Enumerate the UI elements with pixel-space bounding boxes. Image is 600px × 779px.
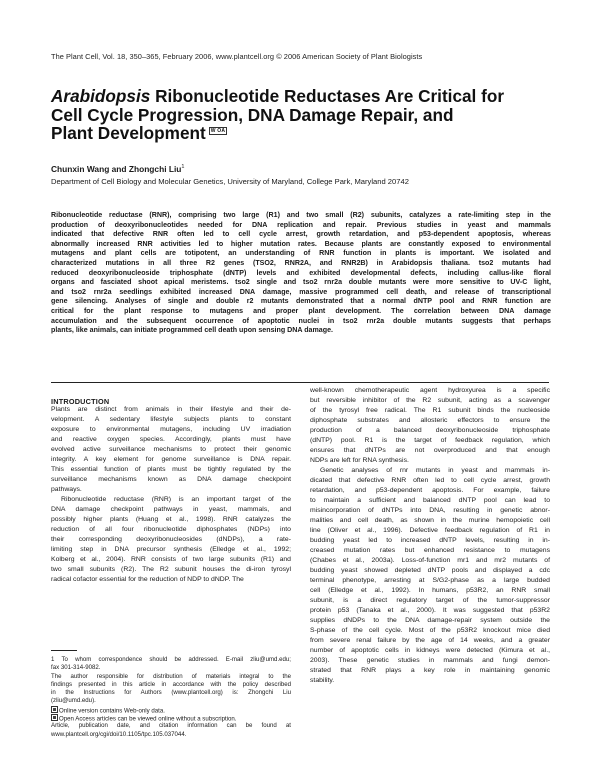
- footnote-line: findings presented in this article in accordance with the policy described: [51, 680, 291, 688]
- body-text-line: exposure to environmental mutagens, including UV irradiation: [51, 426, 291, 434]
- body-text-line: (Chabes et al., 2003a). Loss-of-function mr1 and mr2 mutants of: [310, 557, 550, 565]
- abstract-line: characterized mutations in all three R2 genes (TSO2, RNR2A, and RNR2B) in Arabidopsis thaliana. tso2 mutants had: [51, 258, 551, 267]
- abstract-line: gene silencing. Analyses of single and double r2 mutants demonstrated that a normal dNTP pool and RNR function are: [51, 297, 551, 306]
- body-text-line: This essential function of plants must be tightly regulated by the: [51, 466, 291, 474]
- article-title: [51, 87, 551, 143]
- body-text-line: integrity. A key element for genome surveillance is DNA repair.: [51, 456, 291, 464]
- body-text-line: S-phase of the cell cycle. Most of the p53R2 knockout mice died: [310, 627, 550, 635]
- body-text-line: velopment. A sedentary lifestyle subjects plants to constant: [51, 416, 291, 424]
- body-text-line: to maintain a sufficient and balanced dNTP pool can lead to: [310, 497, 550, 505]
- body-text-line: their corresponding deoxyribonucleosides (dNDPs), a rate-: [51, 536, 291, 544]
- title-line-1-rest: Ribonucleotide Reductases Are Critical for: [150, 86, 505, 106]
- body-text-line: surveillance mechanisms known as DNA damage checkpoint: [51, 476, 291, 484]
- body-text-line: and reactive oxygen species. Accordingly, plants must have: [51, 436, 291, 444]
- body-text-line: terminal phenotype, arresting at S/G2-phase as a large budded: [310, 577, 550, 585]
- abstract-line: production of deoxyribonucleotides needed for DNA replication and repair. Previous studies in yeast and mammals: [51, 220, 551, 229]
- author-footnote-marker: 1: [181, 164, 185, 171]
- title-line-3: [51, 124, 551, 143]
- section-divider: [51, 382, 549, 383]
- footnote-line: [51, 714, 291, 722]
- abstract-line: abnormally increased RNR activities led to higher mutation rates. Because plants are constantly exposed to environmental: [51, 239, 551, 248]
- footnote-separator: [51, 650, 77, 651]
- body-text-line: Kolberg et al., 2004). RNR consists of two large subunits (R1) and: [51, 556, 291, 564]
- body-text-line: NDPs are left for RNA synthesis.: [310, 457, 409, 465]
- body-text-line: of the tyrosyl free radical. The R1 subunit binds the nucleoside: [310, 407, 550, 415]
- title-line-2: Cell Cycle Progression, DNA Damage Repair, and: [51, 104, 454, 125]
- footnote-line: in the Instructions for Authors (www.plantcell.org) is: Zhongchi Liu: [51, 689, 291, 697]
- body-text-line: budding yeast led to increased dNTP levels, resulting in in-: [310, 537, 550, 545]
- left-column-text: [51, 405, 291, 585]
- abstract: [51, 211, 551, 336]
- body-text-line: pathways.: [51, 486, 82, 494]
- footnotes: [51, 656, 291, 739]
- body-text-line: stability.: [310, 677, 335, 685]
- body-text-line: Genetic analyses of rnr mutants in yeast and mammals in-: [320, 467, 550, 475]
- abstract-line: indicated that defective RNR often led to cell cycle arrest, growth retardation, and p53-dependent apoptosis, whereas: [51, 230, 551, 239]
- body-text-line: radical cofactor essential for the reduction of NDP to dNDP. The: [51, 576, 244, 584]
- body-text-line: from severe renal failure by the age of 14 weeks, and a greater: [310, 637, 550, 645]
- footnote-line: fax 301-314-9082.: [51, 664, 101, 672]
- body-text-line: DNA damage checkpoint pathways in yeast, mammals, and: [51, 506, 291, 514]
- body-text-line: production of a balanced deoxyribonucleoside triphosphate: [310, 427, 550, 435]
- body-text-line: well-known chemotherapeutic agent hydroxyurea is a specific: [310, 387, 550, 394]
- body-text-line: creased mutation rates but enhanced resistance to mutagens: [310, 547, 550, 555]
- abstract-line: accumulation and the subsequent occurrence of apoptotic nuclei in tso2 rnr2a double mutants suggests that perhaps: [51, 316, 551, 325]
- open-access-icon: [51, 714, 58, 721]
- body-text-line: possibly higher plants (Huang et al., 1998). RNR catalyzes the: [51, 516, 291, 524]
- abstract-line: plants, like animals, can initiate programmed cell death upon sensing DNA damage.: [51, 326, 333, 335]
- title-italic-genus: Arabidopsis: [51, 86, 151, 106]
- body-text-line: protein p53 (Tanaka et al., 2000). It was suggested that p53R2: [310, 607, 550, 615]
- footnote-line: Article, publication date, and citation information can be found at: [51, 722, 291, 730]
- abstract-line: organs and fasciated shoot apical meristems. tso2 single and tso2 rnr2a double mutants were more sensitive to UV-C light,: [51, 278, 551, 287]
- body-text-line: diphosphate substrates and allosteric effectors to ensure the: [310, 417, 550, 425]
- body-text-line: supplies dNDPs to the DNA damage-repair system outside the: [310, 617, 550, 625]
- body-text-line: dicated that defective RNR often led to cell cycle arrest, growth: [310, 477, 550, 485]
- abstract-line: reduced deoxyribonucleoside triphosphate (dNTP) levels and exhibited developmental defects, including callus-like floral: [51, 268, 551, 277]
- footnote-line: [51, 706, 291, 714]
- abstract-line: critical for the plant response to mutagens and proper plant development. The correlation between DNA damage: [51, 306, 551, 315]
- body-text-line: ensures that dNTPs are not overproduced and that enough: [310, 447, 550, 455]
- body-text-line: line (Oliver et al., 1996). Defective feedback regulation of R1 in: [310, 527, 550, 535]
- body-text-line: two small subunits (R2). The R2 subunit houses the di-iron tyrosyl: [51, 566, 291, 574]
- body-text-line: reduction of all four ribonucleotide diphosphates (NDPs) into: [51, 526, 291, 534]
- body-text-line: limiting step in DNA precursor synthesis (Elledge et al., 1992;: [51, 546, 291, 554]
- footnote-text: Online version contains Web-only data.: [59, 707, 165, 715]
- body-text-line: retardation, and p53-dependent apoptosis. For example, failure: [310, 487, 550, 495]
- body-text-line: misincorporation of dNTPs into DNA, resulting in genetic abnor-: [310, 507, 550, 515]
- abstract-line: Ribonucleotide reductase (RNR), comprising two large (R1) and two small (R2) subunits, catalyzes a rate-limiting step in the: [51, 211, 551, 219]
- introduction-heading: INTRODUCTION: [51, 397, 110, 406]
- author-list: [51, 164, 184, 174]
- title-line-3-text: Plant Development: [51, 123, 206, 144]
- author-names: Chunxin Wang and Zhongchi Liu: [51, 164, 182, 174]
- title-line-1: [51, 87, 551, 106]
- body-text-line: malities and cell death, as shown in the murine hemopoietic cell: [310, 517, 550, 525]
- journal-citation-line: The Plant Cell, Vol. 18, 350–365, February 2006, www.plantcell.org © 2006 American Society of Plant Biologists: [51, 52, 423, 61]
- body-text-line: Plants are distinct from animals in their lifestyle and their de-: [51, 406, 291, 413]
- body-text-line: subunit, is a direct regulatory target of the tumor-suppressor: [310, 597, 550, 605]
- body-text-line: Ribonucleotide reductase (RNR) is an important target of the: [61, 496, 291, 504]
- body-text-line: number of apoptotic cells in kidneys were detected (Kimura et al.,: [310, 647, 550, 655]
- body-text-line: 2003). These genetic studies in mammals and fungi demon-: [310, 657, 550, 665]
- author-affiliation: Department of Cell Biology and Molecular Genetics, University of Maryland, College Park, Maryland 20742: [51, 177, 409, 186]
- footnote-line: (zliu@umd.edu).: [51, 697, 96, 705]
- abstract-line: and tso2 rnr2a seedlings exhibited increased DNA damage, massive programmed cell death, and release of transcriptional: [51, 287, 551, 296]
- footnote-line: www.plantcell.org/cgi/doi/10.1105/tpc.105.037044.: [51, 730, 187, 738]
- right-column-text: [310, 386, 550, 686]
- body-text-line: strated that RNR plays a key role in maintaining genomic: [310, 667, 550, 675]
- body-text-line: evolved active surveillance mechanisms to protect their genomic: [51, 446, 291, 454]
- web-open-access-badge: W OA: [210, 128, 226, 135]
- footnote-line: The author responsible for distribution of materials integral to the: [51, 672, 291, 680]
- footnote-line: 1 To whom correspondence should be addressed. E-mail zliu@umd.edu;: [51, 656, 291, 663]
- body-text-line: but reversible inhibitor of the R2 subunit, acting as a scavenger: [310, 397, 550, 405]
- body-text-line: budding yeast showed depleted dNTP pools and displayed a cdc: [310, 567, 550, 575]
- footnote-text: Open Access articles can be viewed online without a subscription.: [59, 715, 237, 723]
- abstract-line: mutagens and plant cells are totipotent, an understanding of RNR function in plants is important. We isolated and: [51, 249, 551, 258]
- body-text-line: (dNTP) pool. R1 is the target of feedback regulation, which: [310, 437, 550, 445]
- body-text-line: cell (Elledge et al., 1992). In humans, p53R2, an RNR small: [310, 587, 550, 595]
- web-only-data-icon: [51, 706, 58, 713]
